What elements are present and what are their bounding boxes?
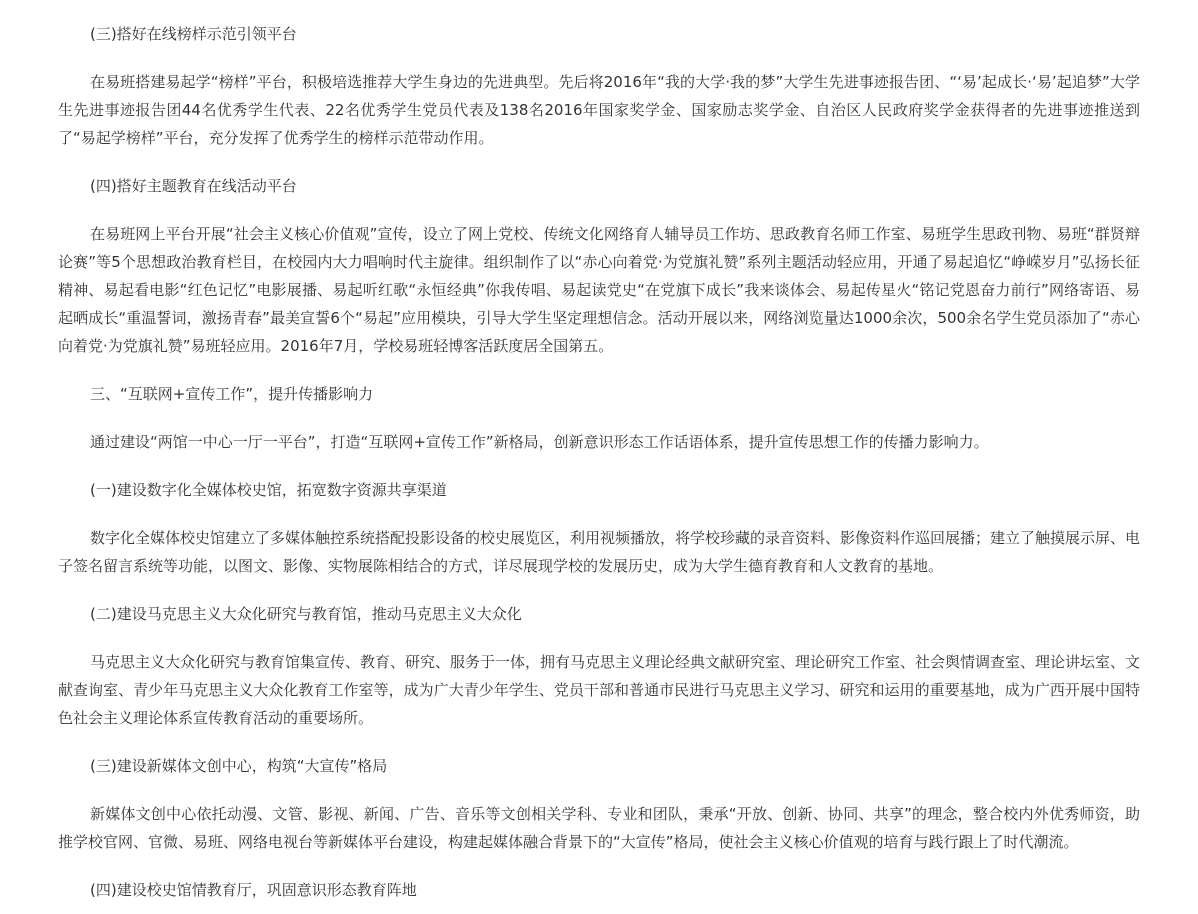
section-heading: (四)建设校史馆情教育厅，巩固意识形态教育阵地 — [90, 881, 417, 899]
section-heading: (三)搭好在线榜样示范引领平台 — [90, 25, 297, 43]
body-paragraph: 新媒体文创中心依托动漫、文管、影视、新闻、广告、音乐等文创相关学科、专业和团队，秉承“开放、创新、协同、共享”的理念，整合校内外优秀师资，助推学校官网、官微、易班、网络电视台等新媒体平台建设，构建起媒体融合背景下的“大宣传”格局，使社会主义核心价值观的培育与践行跟上了时代潮流。 — [58, 805, 1140, 851]
body-paragraph: 在易班网上平台开展“社会主义核心价值观”宣传，设立了网上党校、传统文化网络育人辅导员工作坊、思政教育名师工作室、易班学生思政刊物、易班“群贤辩论赛”等5个思想政治教育栏目，在校园内大力唱响时代主旋律。组织制作了以“赤心向着党·为党旗礼赞”系列主题活动轻应用，开通了易起追忆“峥嵘岁月”弘扬长征精神、易起看电影“红色记忆”电影展播、易起听红歌“永恒经典”你我传唱、易起读党史“在党旗下成长”我来谈体会、易起传星火“铭记党恩奋力前行”网络寄语、易起晒成长“重温誓词，激扬青春”最美宣誓6个“易起”应用模块，引导大学生坚定理想信念。活动开展以来，网络浏览量达1000余次，500余名学生党员添加了“赤心向着党·为党旗礼赞”易班轻应用。2016年7月，学校易班轻博客活跃度居全国第五。 — [58, 225, 1140, 355]
section-heading: (一)建设数字化全媒体校史馆，拓宽数字资源共享渠道 — [90, 481, 447, 499]
body-paragraph: 数字化全媒体校史馆建立了多媒体触控系统搭配投影设备的校史展览区，利用视频播放，将学校珍藏的录音资料、影像资料作巡回展播；建立了触摸展示屏、电子签名留言系统等功能，以图文、影像、实物展陈相结合的方式，详尽展现学校的发展历史，成为大学生德育教育和人文教育的基地。 — [58, 529, 1141, 575]
section-heading: 三、“互联网+宣传工作”，提升传播影响力 — [90, 385, 374, 403]
body-paragraph: 通过建设“两馆一中心一厅一平台”，打造“互联网+宣传工作”新格局，创新意识形态工作话语体系，提升宣传思想工作的传播力影响力。 — [90, 433, 989, 451]
section-heading: (四)搭好主题教育在线活动平台 — [90, 177, 297, 195]
body-paragraph: 在易班搭建易起学“榜样”平台，积极培选推荐大学生身边的先进典型。先后将2016年“我的大学·我的梦”大学生先进事迹报告团、“‘易’起成长·‘易’起追梦”大学生先进事迹报告团44名优秀学生代表、22名优秀学生党员代表及138名2016年国家奖学金、国家励志奖学金、自治区人民政府奖学金获得者的先进事迹推送到了“易起学榜样”平台，充分发挥了优秀学生的榜样示范带动作用。 — [58, 73, 1140, 147]
article-body — [58, 20, 1140, 904]
body-paragraph: 马克思主义大众化研究与教育馆集宣传、教育、研究、服务于一体，拥有马克思主义理论经典文献研究室、理论研究工作室、社会舆情调查室、理论讲坛室、文献查询室、青少年马克思主义大众化教育工作室等，成为广大青少年学生、党员干部和普通市民进行马克思主义学习、研究和运用的重要基地，成为广西开展中国特色社会主义理论体系宣传教育活动的重要场所。 — [58, 653, 1141, 727]
section-heading: (三)建设新媒体文创中心，构筑“大宣传”格局 — [90, 757, 388, 775]
section-heading: (二)建设马克思主义大众化研究与教育馆，推动马克思主义大众化 — [90, 605, 522, 623]
